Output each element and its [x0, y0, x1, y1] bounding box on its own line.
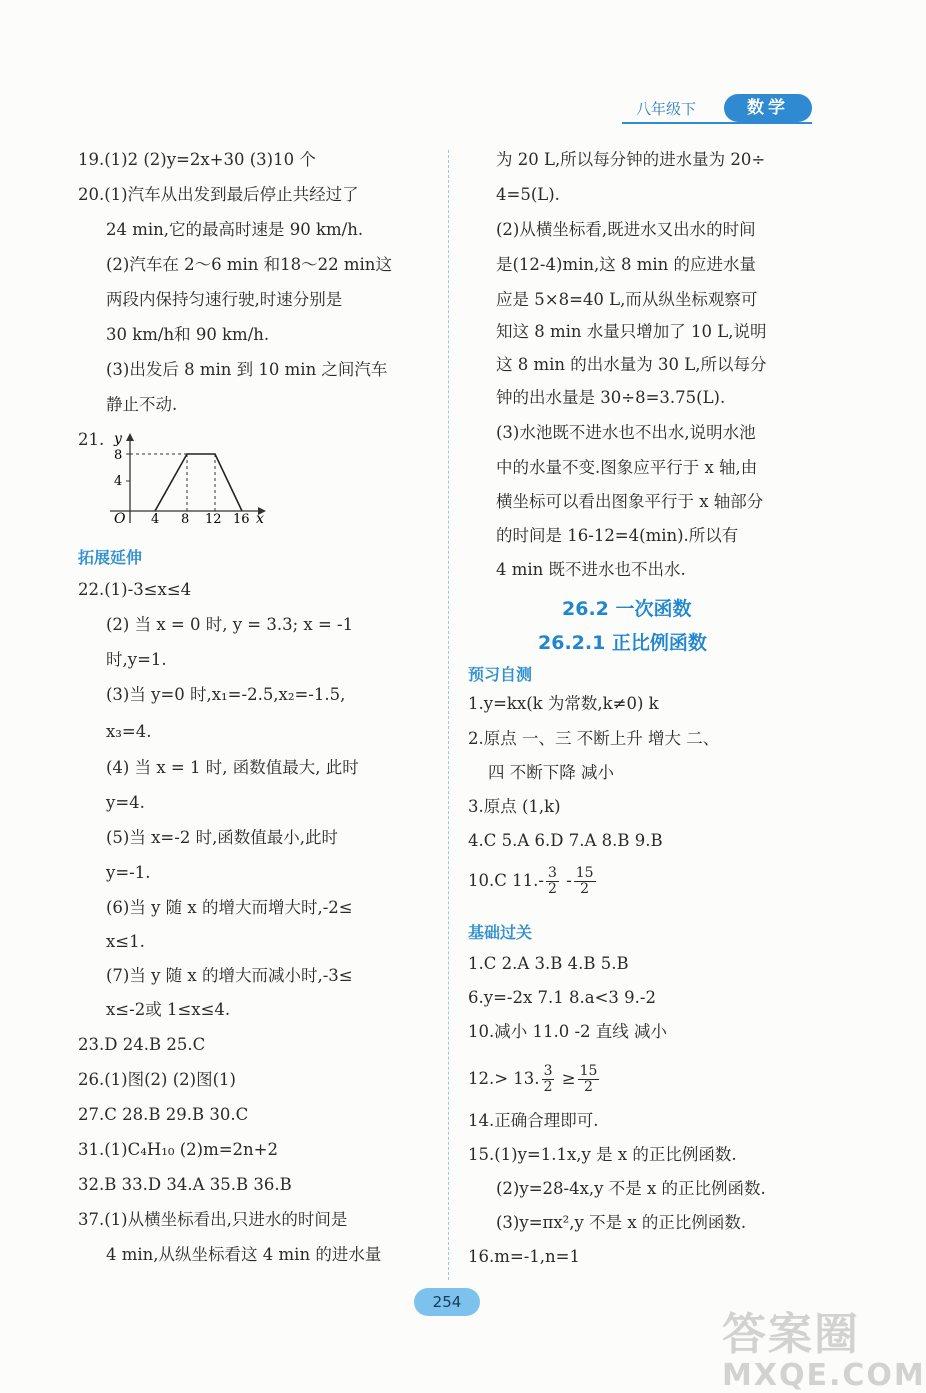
watermark — [722, 1298, 926, 1393]
y-axis-arrow — [126, 433, 134, 441]
y-axis-label: y — [114, 431, 122, 447]
preview-10-prefix: 10.C 11.- — [468, 871, 544, 890]
answer-19: 19.(1)2 (2)y=2x+30 (3)10 个 — [78, 150, 316, 169]
fraction-3-2: $\frac{3}{2}$ — [543, 1063, 553, 1095]
answer-37-line11: (3)水池既不进水也不出水,说明水池 — [496, 423, 756, 442]
answer-22-line10: (6)当 y 随 x 的增大而增大时,-2≤ — [106, 898, 353, 917]
y-tick-4: 4 — [114, 474, 123, 489]
answer-22-line7: y=4. — [106, 793, 145, 812]
section-extend: 拓展延伸 — [78, 548, 143, 567]
answer-27-30: 27.C 28.B 29.B 30.C — [78, 1105, 249, 1124]
preview-2-line1: 2.原点 一、三 不断上升 增大 二、 — [468, 729, 720, 748]
preview-10-mid: - — [560, 871, 572, 890]
y-tick-8: 8 — [114, 448, 123, 463]
answer-37-line5: (2)从横坐标看,既进水又出水的时间 — [496, 220, 756, 239]
preview-2-line2: 四 不断下降 减小 — [488, 763, 614, 782]
answer-22-line3: 时,y=1. — [106, 650, 167, 669]
x-tick-12: 12 — [205, 512, 222, 527]
basic-15-line1: 15.(1)y=1.1x,y 是 x 的正比例函数. — [468, 1145, 737, 1164]
x-tick-16: 16 — [233, 512, 250, 527]
answer-22-line2: (2) 当 x = 0 时, y = 3.3; x = -1 — [106, 615, 354, 634]
preview-4-9: 4.C 5.A 6.D 7.A 8.B 9.B — [468, 831, 663, 850]
answer-22-line1: 22.(1)-3≤x≤4 — [78, 580, 192, 599]
answer-37-line13: 横坐标可以看出图象平行于 x 轴部分 — [496, 492, 764, 511]
answer-20-line1: 20.(1)汽车从出发到最后停止共经过了 — [78, 185, 359, 204]
preview-1: 1.y=kx(k 为常数,k≠0) k — [468, 694, 659, 713]
basic-14: 14.正确合理即可. — [468, 1111, 599, 1130]
answer-22-line5: x₃=4. — [106, 722, 152, 741]
header-grade: 八年级下 — [636, 100, 697, 118]
watermark-url: MXQE.COM — [722, 1358, 926, 1393]
answer-20-line5: 30 km/h和 90 km/h. — [106, 325, 270, 344]
answer-37-line14: 的时间是 16-12=4(min).所以有 — [496, 526, 739, 545]
answer-32-36: 32.B 33.D 34.A 35.B 36.B — [78, 1175, 292, 1194]
answer-22-line13: x≤-2或 1≤x≤4. — [106, 1000, 231, 1019]
answer-37-line2: 4 min,从纵坐标看这 4 min 的进水量 — [106, 1245, 382, 1264]
page-number: 254 — [414, 1288, 480, 1316]
answer-22-line9: y=-1. — [106, 863, 151, 882]
preview-3: 3.原点 (1,k) — [468, 797, 561, 816]
basic-12-prefix: 12.> 13. — [468, 1069, 540, 1088]
x-tick-4: 4 — [151, 512, 160, 527]
answer-20-line6: (3)出发后 8 min 到 10 min 之间汽车 — [106, 360, 388, 379]
section-title-26-2: 26.2 一次函数 — [562, 598, 692, 620]
answer-21-graph — [100, 425, 280, 535]
answer-37-line15: 4 min 既不进水也不出水. — [496, 560, 686, 579]
basic-1-5: 1.C 2.A 3.B 4.B 5.B — [468, 954, 629, 973]
answer-37-line10: 钟的出水量是 30÷8=3.75(L). — [496, 388, 726, 407]
section-basic: 基础过关 — [468, 923, 533, 942]
answer-37-line3: 为 20 L,所以每分钟的进水量为 20÷ — [496, 150, 766, 169]
answer-37-line12: 中的水量不变.图象应平行于 x 轴,由 — [496, 458, 758, 477]
basic-12-13 — [468, 1064, 601, 1095]
x-tick-8: 8 — [181, 512, 190, 527]
basic-6-9: 6.y=-2x 7.1 8.a<3 9.-2 — [468, 988, 656, 1007]
answer-22-line12: (7)当 y 随 x 的增大而减小时,-3≤ — [106, 966, 353, 985]
answer-22-line6: (4) 当 x = 1 时, 函数值最大, 此时 — [106, 758, 359, 777]
basic-16: 16.m=-1,n=1 — [468, 1247, 580, 1266]
header-underline — [622, 122, 812, 124]
basic-12-mid: ≥ — [556, 1069, 576, 1088]
column-divider — [448, 150, 449, 1280]
answer-37-line7: 应是 5×8=40 L,而从纵坐标观察可 — [496, 290, 758, 309]
answer-22-line4: (3)当 y=0 时,x₁=-2.5,x₂=-1.5, — [106, 685, 346, 704]
answer-23-25: 23.D 24.B 25.C — [78, 1035, 206, 1054]
origin-label: O — [114, 511, 126, 527]
answer-37-line4: 4=5(L). — [496, 185, 560, 204]
fraction-15-2: $\frac{15}{2}$ — [579, 1063, 598, 1095]
watermark-logo-text: 答案圈 — [722, 1309, 860, 1360]
function-line — [155, 454, 242, 511]
answer-37-line1: 37.(1)从横坐标看出,只进水的时间是 — [78, 1210, 348, 1229]
section-preview: 预习自测 — [468, 665, 533, 684]
x-axis-label: x — [256, 511, 264, 527]
answer-37-line8: 知这 8 min 水量只增加了 10 L,说明 — [496, 322, 767, 341]
answer-37-line9: 这 8 min 的出水量为 30 L,所以每分 — [496, 355, 767, 374]
fraction-3-2: $\frac{3}{2}$ — [547, 865, 557, 897]
preview-10-11 — [468, 866, 598, 897]
answer-21-label: 21. — [78, 430, 105, 449]
answer-20-line7: 静止不动. — [106, 395, 178, 414]
answer-26: 26.(1)图(2) (2)图(1) — [78, 1070, 236, 1089]
answer-31: 31.(1)C₄H₁₀ (2)m=2n+2 — [78, 1140, 279, 1159]
basic-10-11: 10.减小 11.0 -2 直线 减小 — [468, 1022, 668, 1041]
answer-22-line11: x≤1. — [106, 932, 145, 951]
answer-20-line4: 两段内保持匀速行驶,时速分别是 — [106, 290, 343, 309]
basic-15-line3: (3)y=πx²,y 不是 x 的正比例函数. — [496, 1213, 747, 1232]
answer-20-line2: 24 min,它的最高时速是 90 km/h. — [106, 220, 364, 239]
basic-15-line2: (2)y=28-4x,y 不是 x 的正比例函数. — [496, 1179, 766, 1198]
answer-22-line8: (5)当 x=-2 时,函数值最小,此时 — [106, 828, 339, 847]
fraction-15-2: $\frac{15}{2}$ — [575, 865, 594, 897]
answer-20-line3: (2)汽车在 2～6 min 和18～22 min这 — [106, 255, 392, 274]
header-subject: 数学 — [724, 94, 812, 122]
section-title-26-2-1: 26.2.1 正比例函数 — [538, 632, 707, 654]
answer-37-line6: 是(12-4)min,这 8 min 的应进水量 — [496, 255, 757, 274]
